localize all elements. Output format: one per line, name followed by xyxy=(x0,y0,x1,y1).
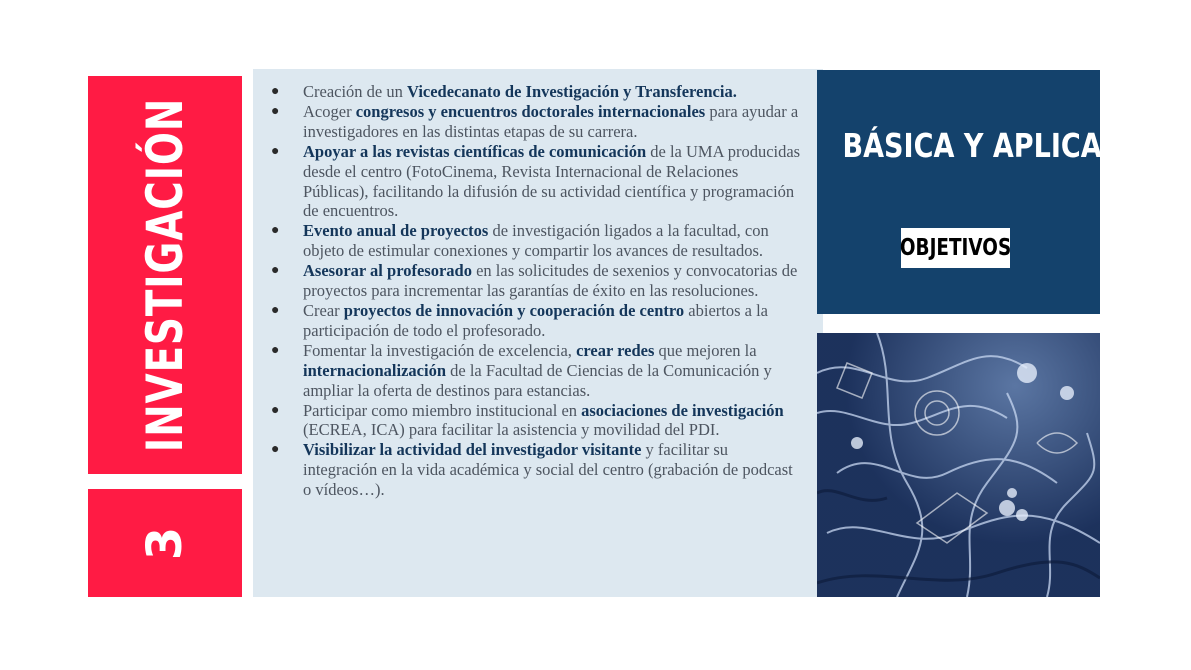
objective-item xyxy=(271,261,801,301)
objective-text: que mejoren la xyxy=(654,340,757,360)
bullet-icon: ● xyxy=(271,143,280,159)
bullet-icon: ● xyxy=(271,402,280,418)
objective-item xyxy=(271,221,801,261)
bullet-icon: ● xyxy=(271,442,280,458)
objective-highlight: Vicedecanato de Investigación y Transferencia. xyxy=(407,82,737,101)
section-title: INVESTIGACIÓN xyxy=(136,97,194,453)
objectives-badge-label: OBJETIVOS xyxy=(899,235,1012,261)
bullet-icon: ● xyxy=(271,223,280,239)
objective-item xyxy=(271,440,801,500)
objective-text: de la Facultad de Ciencias de la Comunicación y ampliar la oferta de destinos para estancias. xyxy=(303,360,772,400)
objective-text: y facilitar su integración en la vida académica y social del centro (grabación de podcast o vídeos…). xyxy=(303,440,793,500)
objective-item xyxy=(271,102,801,142)
bullet-icon: ● xyxy=(271,263,280,279)
objective-highlight: Evento anual de proyectos xyxy=(303,221,489,241)
objective-highlight: congresos y encuentros doctorales internacionales xyxy=(355,101,706,121)
objective-text: Fomentar la investigación de excelencia, xyxy=(303,340,577,360)
objective-text: Creación de un xyxy=(303,82,408,101)
category-box xyxy=(817,70,1146,314)
bullet-icon: ● xyxy=(271,103,280,119)
bullet-icon: ● xyxy=(271,302,280,318)
objective-item xyxy=(271,401,801,441)
section-number-block xyxy=(88,489,242,597)
objective-highlight: proyectos de innovación y cooperación de centro xyxy=(343,300,685,320)
objective-text: abiertos a la participación de todo el profesorado. xyxy=(303,300,768,340)
objective-highlight: asociaciones de investigación xyxy=(581,400,784,420)
objective-text: (ECREA, ICA) para facilitar la asistencia y movilidad del PDI. xyxy=(303,420,720,440)
category-heading: BÁSICA Y APLICADA xyxy=(842,126,1146,165)
bullet-icon: ● xyxy=(271,84,280,99)
objective-text: Participar como miembro institucional en xyxy=(303,400,582,420)
objective-item xyxy=(271,301,801,341)
objective-item xyxy=(271,341,801,401)
illustration-artwork xyxy=(817,333,1100,597)
objective-text: Crear xyxy=(303,300,344,320)
objective-text: para ayudar a investigadores en las distintas etapas de su carrera. xyxy=(303,101,799,141)
objective-item xyxy=(271,82,801,102)
objective-highlight: internacionalización xyxy=(303,360,446,380)
section-title-block xyxy=(88,76,242,474)
objective-highlight: Asesorar al profesorado xyxy=(303,261,472,281)
objective-highlight: Apoyar a las revistas científicas de comunicación xyxy=(303,141,647,161)
objective-text: en las solicitudes de sexenios y convocatorias de proyectos para incrementar las garantías de éxito en las resoluciones. xyxy=(303,261,798,301)
objectives-panel xyxy=(253,69,823,597)
bullet-icon: ● xyxy=(271,342,280,358)
objective-text: Acoger xyxy=(303,101,356,121)
objective-highlight: crear redes xyxy=(576,340,655,360)
illustration-image xyxy=(817,333,1100,597)
objective-text: de la UMA producidas desde el centro (FotoCinema, Revista Internacional de Relaciones Públicas), facilitando la difusión de su actividad científica y programación de encuentros. xyxy=(303,141,801,221)
objectives-badge xyxy=(901,228,1010,268)
objective-text: de investigación ligados a la facultad, con objeto de estimular conexiones y compartir los avances de resultados. xyxy=(303,221,769,261)
section-number: 3 xyxy=(137,525,193,561)
objective-highlight: Visibilizar la actividad del investigador visitante xyxy=(303,440,642,460)
objectives-list xyxy=(271,82,801,500)
objective-item xyxy=(271,142,801,222)
